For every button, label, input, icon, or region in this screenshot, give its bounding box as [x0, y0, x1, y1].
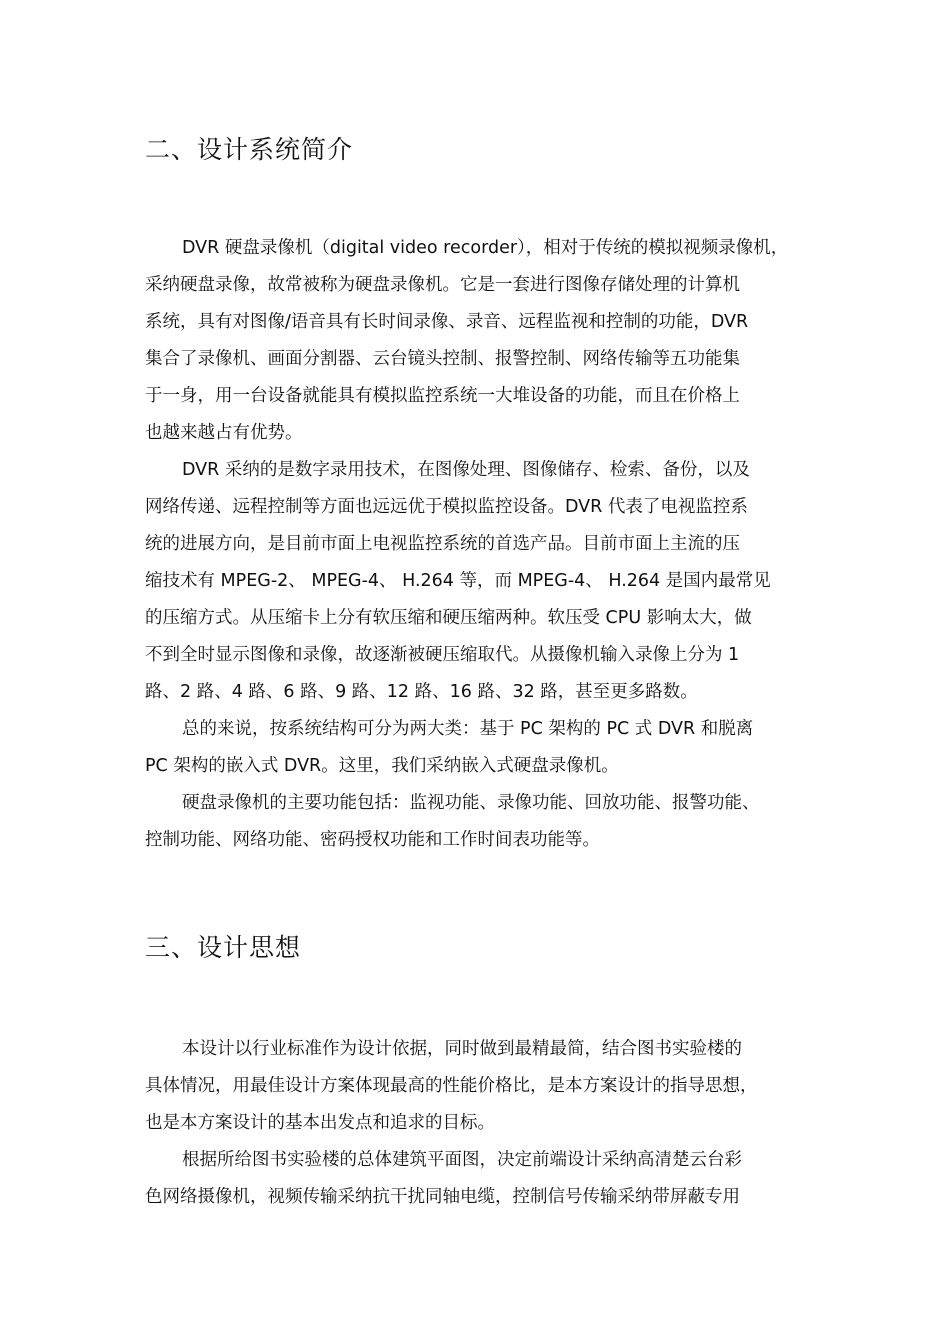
paragraph-line: 具体情况，用最佳设计方案体现最高的性能价格比，是本方案设计的指导思想， — [145, 1076, 758, 1096]
paragraph-line: 路、2 路、4 路、6 路、9 路、12 路、16 路、32 路，甚至更多路数。 — [145, 682, 698, 702]
paragraph-line: DVR 采纳的是数字录用技术，在图像处理、图像储存、检索、备份，以及 — [182, 460, 750, 480]
paragraph-line: 系统，具有对图像/语音具有长时间录像、录音、远程监视和控制的功能，DVR — [145, 312, 749, 332]
paragraph-line: 于一身，用一台设备就能具有模拟监控系统一大堆设备的功能，而且在价格上 — [145, 386, 740, 406]
section-body-design-system-intro — [145, 230, 810, 859]
paragraph-line: 也是本方案设计的基本出发点和追求的目标。 — [145, 1113, 495, 1133]
paragraph-line: 网络传递、远程控制等方面也远远优于模拟监控设备。DVR 代表了电视监控系 — [145, 497, 748, 517]
paragraph-line: 总的来说，按系统结构可分为两大类：基于 PC 架构的 PC 式 DVR 和脱离 — [182, 719, 754, 739]
paragraph-line: 采纳硬盘录像，故常被称为硬盘录像机。它是一套进行图像存储处理的计算机 — [145, 275, 740, 295]
paragraph-line: 也越来越占有优势。 — [145, 423, 303, 443]
paragraph-line: 集合了录像机、画面分割器、云台镜头控制、报警控制、网络传输等五功能集 — [145, 349, 740, 369]
paragraph-line: 色网络摄像机，视频传输采纳抗干扰同轴电缆，控制信号传输采纳带屏蔽专用 — [145, 1187, 740, 1207]
section-heading-design-system-intro: 二、设计系统简介 — [145, 135, 354, 164]
paragraph-line: PC 架构的嵌入式 DVR。这里，我们采纳嵌入式硬盘录像机。 — [145, 756, 619, 776]
paragraph-line: 控制功能、网络功能、密码授权功能和工作时间表功能等。 — [145, 830, 600, 850]
paragraph-line: DVR 硬盘录像机（digital video recorder），相对于传统的模拟视频录像机， — [182, 238, 789, 258]
paragraph-line: 缩技术有 MPEG-2、 MPEG-4、 H.264 等，而 MPEG-4、 H.264 是国内最常见 — [145, 571, 771, 591]
section-heading-design-philosophy: 三、设计思想 — [145, 933, 302, 962]
paragraph-line: 硬盘录像机的主要功能包括：监视功能、录像功能、回放功能、报警功能、 — [182, 793, 760, 813]
paragraph-line: 不到全时显示图像和录像，故逐渐被硬压缩取代。从摄像机输入录像上分为 1 — [145, 645, 740, 665]
section-body-design-philosophy — [145, 1031, 810, 1216]
paragraph-line: 的压缩方式。从压缩卡上分有软压缩和硬压缩两种。软压受 CPU 影响太大，做 — [145, 608, 752, 628]
paragraph-line: 本设计以行业标准作为设计依据，同时做到最精最简，结合图书实验楼的 — [182, 1039, 742, 1059]
paragraph-line: 根据所给图书实验楼的总体建筑平面图，决定前端设计采纳高清楚云台彩 — [182, 1150, 742, 1170]
paragraph-line: 统的进展方向，是目前市面上电视监控系统的首选产品。目前市面上主流的压 — [145, 534, 740, 554]
